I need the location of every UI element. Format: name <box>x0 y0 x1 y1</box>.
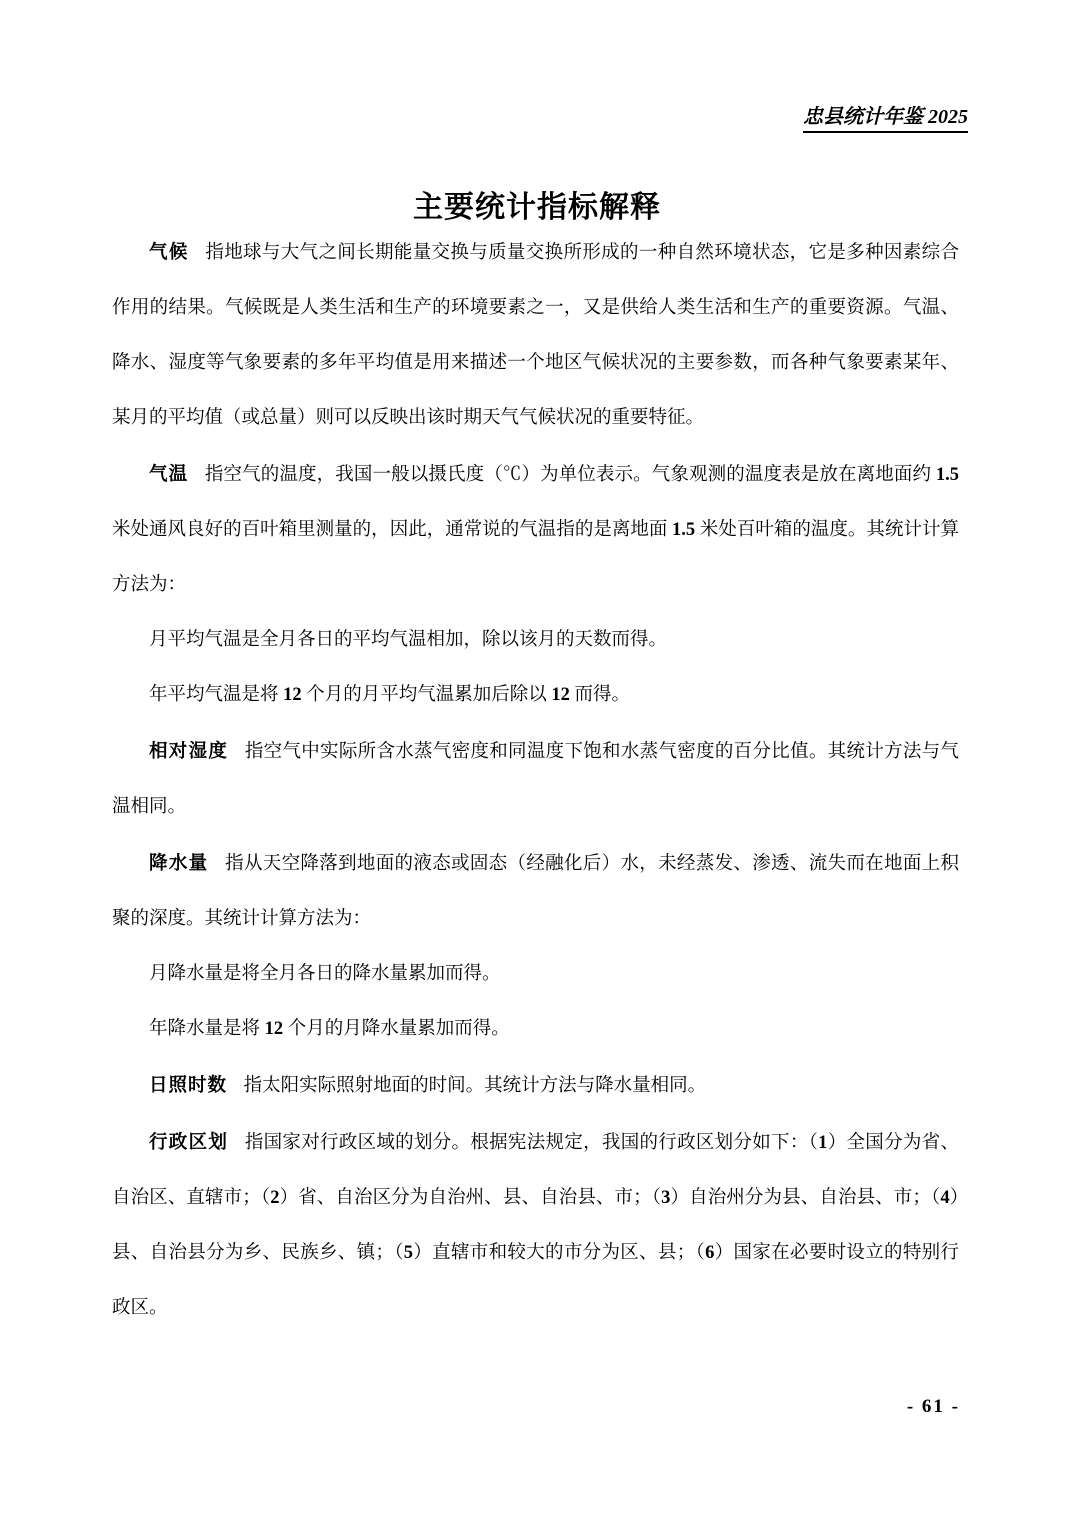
numeric-text: 2 <box>270 1188 280 1208</box>
running-header-text: 忠县统计年鉴 2025 <box>803 106 968 133</box>
numeric-text: 12 <box>551 685 570 705</box>
numeric-text: 1 <box>818 1133 828 1153</box>
page-number: - 61 - <box>906 1396 960 1417</box>
paragraph: 年降水量是将 12 个月的月降水量累加而得。 <box>149 1019 510 1039</box>
numeric-text: 5 <box>403 1243 414 1263</box>
paragraph: 月平均气温是全月各日的平均气温相加，除以该月的天数而得。 <box>149 630 668 650</box>
paragraph: 行政区划 指国家对行政区域的划分。根据宪法规定，我国的行政区划分如下：（1）全国分为省、自治区、直辖市；（2）省、自治区分为自治州、县、自治县、市；（3）自治州分为县、自治县、市；（4）县、自治县分为乡、民族乡、镇；（5）直辖市和较大的市分为区、县；（6）国家在必要时设立的特别行政区。 <box>112 1131 959 1318</box>
term-label: 气温 <box>149 463 189 484</box>
document-body <box>112 224 959 1336</box>
numeric-text: 1.5 <box>672 520 696 540</box>
paragraph: 气候 指地球与大气之间长期能量交换与质量交换所形成的一种自然环境状态，它是多种因素综合作用的结果。气候既是人类生活和生产的环境要素之一，又是供给人类生活和生产的重要资源。气温、降水、湿度等气象要素的多年平均值是用来描述一个地区气候状况的主要参数，而各种气象要素某年、某月的平均值（或总量）则可以反映出该时期天气气候状况的重要特征。 <box>112 241 959 428</box>
paragraph: 月降水量是将全月各日的降水量累加而得。 <box>149 964 501 984</box>
paragraph: 年平均气温是将 12 个月的月平均气温累加后除以 12 而得。 <box>149 685 631 705</box>
term-label: 气候 <box>149 241 189 262</box>
paragraph: 气温 指空气的温度，我国一般以摄氏度（℃）为单位表示。气象观测的温度表是放在离地面约 1.5 米处通风良好的百叶箱里测量的，因此，通常说的气温指的是离地面 1.5 米处百叶箱的温度。其统计计算方法为： <box>112 463 959 595</box>
running-header <box>803 100 968 129</box>
term-label: 日照时数 <box>149 1074 228 1095</box>
paragraph: 降水量 指从天空降落到地面的液态或固态（经融化后）水，未经蒸发、渗透、流失而在地面上积聚的深度。其统计计算方法为： <box>112 852 959 929</box>
numeric-text: 1.5 <box>935 465 959 485</box>
numeric-text: 12 <box>283 685 302 705</box>
numeric-text: 4 <box>940 1188 950 1208</box>
paragraph: 相对湿度 指空气中实际所含水蒸气密度和同温度下饱和水蒸气密度的百分比值。其统计方法与气温相同。 <box>112 740 959 817</box>
term-label: 相对湿度 <box>149 740 229 761</box>
paragraph: 日照时数 指太阳实际照射地面的时间。其统计方法与降水量相同。 <box>149 1074 707 1096</box>
numeric-text: 3 <box>661 1188 671 1208</box>
term-label: 行政区划 <box>149 1131 229 1152</box>
page-title: 主要统计指标解释 <box>413 191 661 225</box>
numeric-text: 12 <box>264 1019 284 1039</box>
term-label: 降水量 <box>149 852 209 873</box>
numeric-text: 6 <box>705 1243 715 1263</box>
